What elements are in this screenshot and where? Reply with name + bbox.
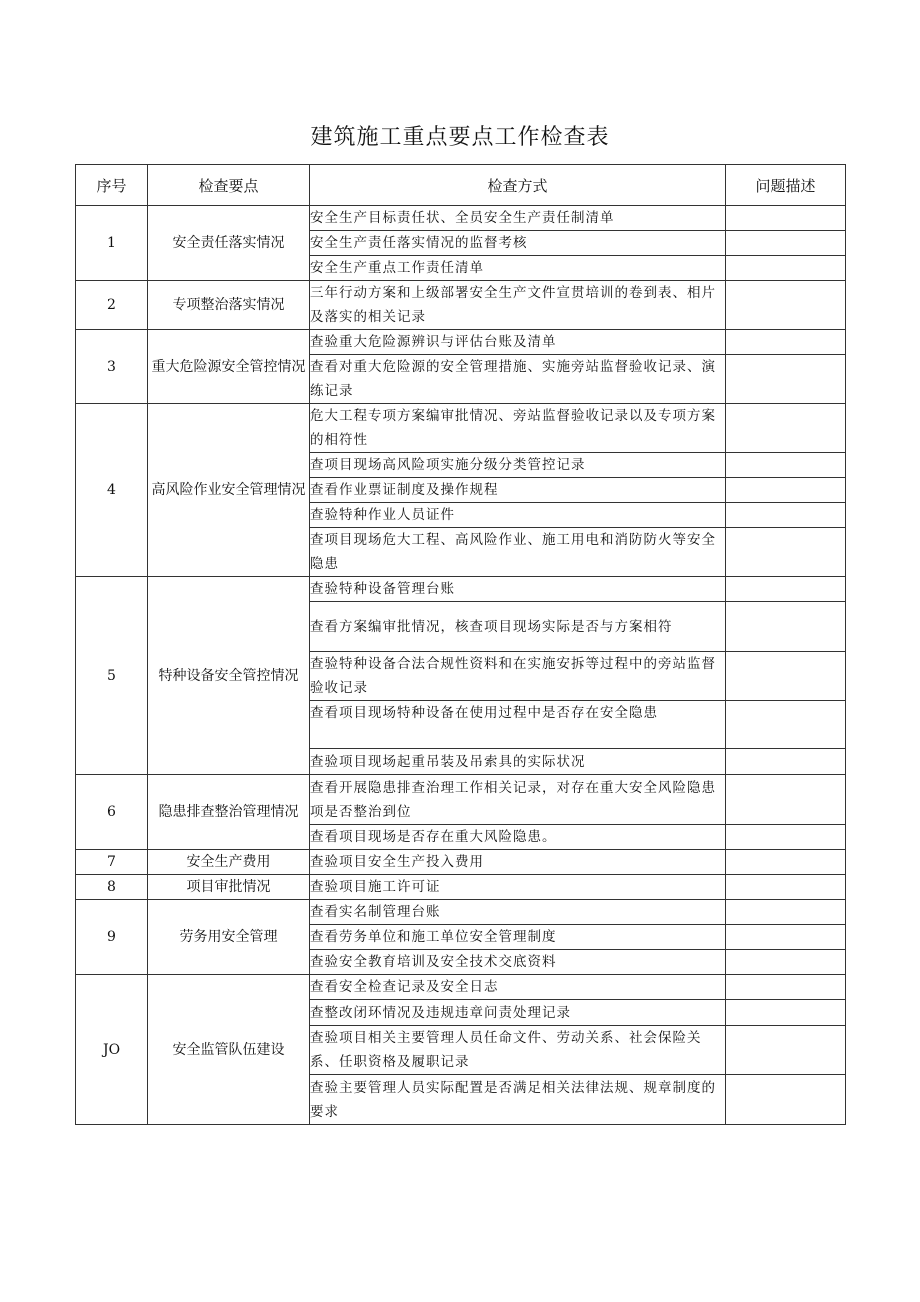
issue-cell[interactable] (726, 231, 846, 256)
check-method: 查验安全教育培训及安全技术交底资料 (310, 950, 726, 975)
check-method: 查验特种作业人员证件 (310, 503, 726, 528)
issue-cell[interactable] (726, 478, 846, 503)
issue-cell[interactable] (726, 1075, 846, 1125)
check-method: 查看对重大危险源的安全管理措施、实施旁站监督验收记录、演练记录 (310, 355, 726, 404)
check-method: 安全生产责任落实情况的监督考核 (310, 231, 726, 256)
check-method: 查验项目施工许可证 (310, 875, 726, 900)
issue-cell[interactable] (726, 355, 846, 404)
table-row (76, 404, 846, 453)
check-method: 查验项目现场起重吊装及吊索具的实际状况 (310, 749, 726, 775)
page-title: 建筑施工重点要点工作检查表 (310, 125, 610, 150)
check-point: 项目审批情况 (148, 875, 310, 900)
check-method: 查项目现场危大工程、高风险作业、施工用电和消防防火等安全隐患 (310, 528, 726, 577)
issue-cell[interactable] (726, 775, 846, 825)
check-method: 安全生产重点工作责任清单 (310, 256, 726, 281)
issue-cell[interactable] (726, 256, 846, 281)
row-number: 5 (76, 577, 148, 775)
issue-cell[interactable] (726, 577, 846, 602)
issue-cell[interactable] (726, 281, 846, 330)
table-row (76, 330, 846, 355)
header-issue: 问题描述 (726, 165, 846, 206)
issue-cell[interactable] (726, 950, 846, 975)
issue-cell[interactable] (726, 875, 846, 900)
issue-cell[interactable] (726, 749, 846, 775)
issue-cell[interactable] (726, 503, 846, 528)
issue-cell[interactable] (726, 453, 846, 478)
check-point: 特种设备安全管控情况 (148, 577, 310, 775)
issue-cell[interactable] (726, 528, 846, 577)
header-point: 检查要点 (148, 165, 310, 206)
check-point: 隐患排查整治管理情况 (148, 775, 310, 850)
check-method: 三年行动方案和上级部署安全生产文件宣贯培训的卷到表、相片及落实的相关记录 (310, 281, 726, 330)
check-method: 危大工程专项方案编审批情况、旁站监督验收记录以及专项方案的相符性 (310, 404, 726, 453)
check-method: 查项目现场高风险项实施分级分类管控记录 (310, 453, 726, 478)
check-point: 安全监管队伍建设 (148, 975, 310, 1125)
table-row (76, 900, 846, 925)
issue-cell[interactable] (726, 701, 846, 749)
issue-cell[interactable] (726, 900, 846, 925)
check-method: 查验特种设备管理台账 (310, 577, 726, 602)
check-point: 高风险作业安全管理情况 (148, 404, 310, 577)
row-number: 2 (76, 281, 148, 330)
issue-cell[interactable] (726, 206, 846, 231)
check-method: 查看方案编审批情况，核查项目现场实际是否与方案相符 (310, 602, 726, 652)
inspection-table (75, 164, 846, 1125)
issue-cell[interactable] (726, 602, 846, 652)
check-point: 专项整治落实情况 (148, 281, 310, 330)
row-number: 4 (76, 404, 148, 577)
issue-cell[interactable] (726, 1000, 846, 1026)
table-row (76, 850, 846, 875)
check-point: 安全责任落实情况 (148, 206, 310, 281)
check-method: 查看开展隐患排查治理工作相关记录，对存在重大安全风险隐患项是否整治到位 (310, 775, 726, 825)
header-row (76, 165, 846, 206)
row-number: 7 (76, 850, 148, 875)
check-method: 查验重大危险源辨识与评估台账及清单 (310, 330, 726, 355)
table-row (76, 975, 846, 1000)
check-point: 劳务用安全管理 (148, 900, 310, 975)
issue-cell[interactable] (726, 925, 846, 950)
check-method: 查验特种设备合法合规性资料和在实施安拆等过程中的旁站监督验收记录 (310, 652, 726, 701)
table-row (76, 206, 846, 231)
table-row (76, 875, 846, 900)
check-method: 查整改闭环情况及违规违章问责处理记录 (310, 1000, 726, 1026)
issue-cell[interactable] (726, 1026, 846, 1075)
issue-cell[interactable] (726, 404, 846, 453)
check-point: 安全生产费用 (148, 850, 310, 875)
check-method: 安全生产目标责任状、全员安全生产责任制清单 (310, 206, 726, 231)
header-no: 序号 (76, 165, 148, 206)
check-method: 查看实名制管理台账 (310, 900, 726, 925)
row-number: 1 (76, 206, 148, 281)
row-number: 6 (76, 775, 148, 850)
check-method: 查验项目安全生产投入费用 (310, 850, 726, 875)
check-method: 查看项目现场是否存在重大风险隐患。 (310, 825, 726, 850)
check-method: 查看安全检查记录及安全日志 (310, 975, 726, 1000)
check-method: 查看劳务单位和施工单位安全管理制度 (310, 925, 726, 950)
check-point: 重大危险源安全管控情况 (148, 330, 310, 404)
row-number: 8 (76, 875, 148, 900)
check-method: 查验项目相关主要管理人员任命文件、劳动关系、社会保险关系、任职资格及履职记录 (310, 1026, 726, 1075)
issue-cell[interactable] (726, 652, 846, 701)
issue-cell[interactable] (726, 330, 846, 355)
header-method: 检查方式 (310, 165, 726, 206)
table-row (76, 775, 846, 825)
issue-cell[interactable] (726, 975, 846, 1000)
issue-cell[interactable] (726, 825, 846, 850)
row-number: 3 (76, 330, 148, 404)
check-method: 查看作业票证制度及操作规程 (310, 478, 726, 503)
table-row (76, 577, 846, 602)
issue-cell[interactable] (726, 850, 846, 875)
check-method: 查验主要管理人员实际配置是否满足相关法律法规、规章制度的要求 (310, 1075, 726, 1125)
check-method: 查看项目现场特种设备在使用过程中是否存在安全隐患 (310, 701, 726, 749)
row-number: JO (76, 975, 148, 1125)
row-number: 9 (76, 900, 148, 975)
table-row (76, 281, 846, 330)
